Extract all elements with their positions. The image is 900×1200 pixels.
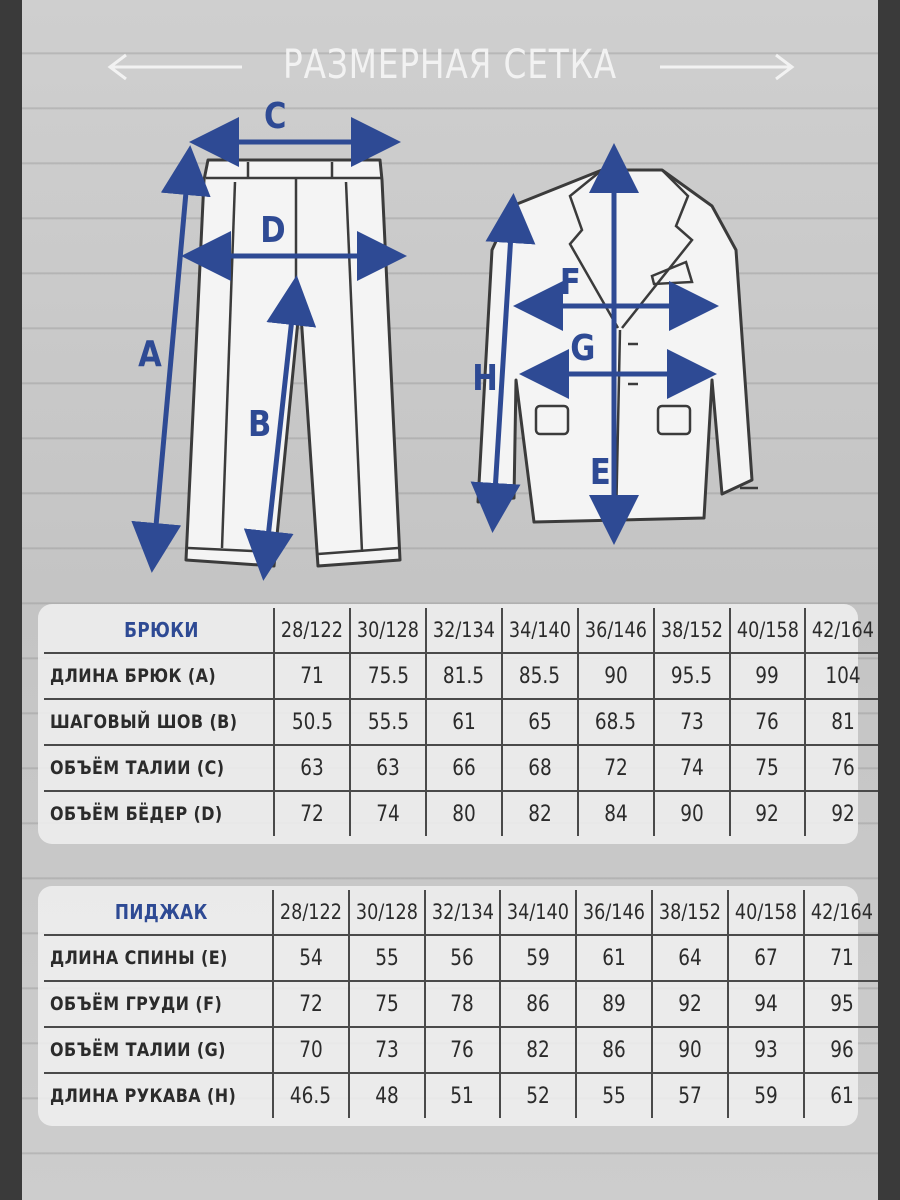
table-cell: 65 bbox=[502, 699, 578, 745]
table-cell: 63 bbox=[274, 745, 350, 791]
table-cell: 46.5 bbox=[273, 1073, 349, 1118]
table-cell: 70 bbox=[273, 1027, 349, 1073]
table-cell: 86 bbox=[500, 981, 576, 1027]
row-label: ОБЪЁМ ТАЛИИ (C) bbox=[44, 745, 274, 791]
table-cell: 73 bbox=[654, 699, 730, 745]
size-header: 30/128 bbox=[349, 890, 425, 935]
table-cell: 59 bbox=[500, 935, 576, 981]
label-b: B bbox=[248, 404, 272, 445]
table-cell: 48 bbox=[349, 1073, 425, 1118]
table-cell: 93 bbox=[728, 1027, 804, 1073]
size-header: 40/158 bbox=[728, 890, 804, 935]
label-a: A bbox=[138, 334, 162, 375]
table-cell: 92 bbox=[730, 791, 806, 836]
table-cell: 81 bbox=[805, 699, 878, 745]
table-row bbox=[44, 745, 878, 791]
table-cell: 76 bbox=[805, 745, 878, 791]
table-cell: 90 bbox=[652, 1027, 728, 1073]
table-cell: 95.5 bbox=[654, 653, 730, 699]
row-label: ОБЪЁМ БЁДЕР (D) bbox=[44, 791, 274, 836]
table-cell: 95 bbox=[804, 981, 878, 1027]
table-cell: 55 bbox=[349, 935, 425, 981]
table-cell: 82 bbox=[500, 1027, 576, 1073]
table-cell: 72 bbox=[273, 981, 349, 1027]
size-header: 36/146 bbox=[576, 890, 652, 935]
pants-diagram bbox=[22, 0, 878, 600]
table-cell: 66 bbox=[426, 745, 502, 791]
table-cell: 71 bbox=[804, 935, 878, 981]
table-cell: 96 bbox=[804, 1027, 878, 1073]
table-cell: 90 bbox=[578, 653, 654, 699]
table-cell: 94 bbox=[728, 981, 804, 1027]
table-cell: 52 bbox=[500, 1073, 576, 1118]
table-cell: 59 bbox=[728, 1073, 804, 1118]
table-cell: 72 bbox=[578, 745, 654, 791]
jacket-size-table bbox=[38, 886, 873, 1126]
table-cell: 104 bbox=[805, 653, 878, 699]
size-header: 42/164 bbox=[804, 890, 878, 935]
pants-size-table bbox=[38, 604, 875, 844]
row-label: ДЛИНА СПИНЫ (E) bbox=[44, 935, 273, 981]
table-cell: 61 bbox=[804, 1073, 878, 1118]
table-cell: 90 bbox=[654, 791, 730, 836]
size-header: 28/122 bbox=[274, 608, 350, 653]
page-title: РАЗМЕРНАЯ СЕТКА bbox=[282, 42, 618, 88]
table-cell: 75.5 bbox=[350, 653, 426, 699]
label-e: E bbox=[589, 452, 611, 493]
pants-table-title: БРЮКИ bbox=[44, 608, 274, 653]
size-header: 34/140 bbox=[502, 608, 578, 653]
table-cell: 55 bbox=[576, 1073, 652, 1118]
size-chart-page bbox=[22, 0, 878, 1200]
table-cell: 75 bbox=[349, 981, 425, 1027]
label-c: C bbox=[263, 96, 287, 137]
label-h: H bbox=[472, 358, 498, 399]
jacket-table-title: ПИДЖАК bbox=[44, 890, 273, 935]
table-cell: 80 bbox=[426, 791, 502, 836]
table-cell: 72 bbox=[274, 791, 350, 836]
row-label: ШАГОВЫЙ ШОВ (B) bbox=[44, 699, 274, 745]
table-cell: 61 bbox=[576, 935, 652, 981]
table-row bbox=[44, 1027, 878, 1073]
table-cell: 73 bbox=[349, 1027, 425, 1073]
size-header: 38/152 bbox=[654, 608, 730, 653]
size-header: 32/134 bbox=[425, 890, 501, 935]
table-cell: 68.5 bbox=[578, 699, 654, 745]
table-cell: 92 bbox=[652, 981, 728, 1027]
table-cell: 74 bbox=[350, 791, 426, 836]
label-d: D bbox=[260, 210, 286, 251]
table-row bbox=[44, 981, 878, 1027]
table-cell: 57 bbox=[652, 1073, 728, 1118]
table-cell: 84 bbox=[578, 791, 654, 836]
table-cell: 82 bbox=[502, 791, 578, 836]
size-header: 30/128 bbox=[350, 608, 426, 653]
row-label: ДЛИНА РУКАВА (H) bbox=[44, 1073, 273, 1118]
size-header: 38/152 bbox=[652, 890, 728, 935]
table-row bbox=[44, 699, 878, 745]
table-cell: 51 bbox=[425, 1073, 501, 1118]
table-cell: 56 bbox=[425, 935, 501, 981]
table-cell: 75 bbox=[730, 745, 806, 791]
table-cell: 99 bbox=[730, 653, 806, 699]
size-header: 34/140 bbox=[500, 890, 576, 935]
row-label: ДЛИНА БРЮК (A) bbox=[44, 653, 274, 699]
table-cell: 89 bbox=[576, 981, 652, 1027]
table-cell: 81.5 bbox=[426, 653, 502, 699]
row-label: ОБЪЁМ ГРУДИ (F) bbox=[44, 981, 273, 1027]
table-cell: 76 bbox=[425, 1027, 501, 1073]
row-label: ОБЪЁМ ТАЛИИ (G) bbox=[44, 1027, 273, 1073]
size-header: 42/164 bbox=[805, 608, 878, 653]
table-cell: 50.5 bbox=[274, 699, 350, 745]
size-header: 40/158 bbox=[730, 608, 806, 653]
table-cell: 78 bbox=[425, 981, 501, 1027]
table-row bbox=[44, 1073, 878, 1118]
table-cell: 67 bbox=[728, 935, 804, 981]
table-cell: 61 bbox=[426, 699, 502, 745]
table-row bbox=[44, 935, 878, 981]
label-g: G bbox=[570, 328, 596, 369]
table-row bbox=[44, 791, 878, 836]
table-cell: 63 bbox=[350, 745, 426, 791]
table-cell: 76 bbox=[730, 699, 806, 745]
table-cell: 74 bbox=[654, 745, 730, 791]
table-cell: 55.5 bbox=[350, 699, 426, 745]
table-header-row bbox=[44, 608, 878, 653]
table-row bbox=[44, 653, 878, 699]
table-cell: 54 bbox=[273, 935, 349, 981]
table-cell: 85.5 bbox=[502, 653, 578, 699]
table-header-row bbox=[44, 890, 878, 935]
table-cell: 68 bbox=[502, 745, 578, 791]
table-cell: 92 bbox=[805, 791, 878, 836]
size-header: 36/146 bbox=[578, 608, 654, 653]
size-header: 28/122 bbox=[273, 890, 349, 935]
table-cell: 71 bbox=[274, 653, 350, 699]
table-cell: 86 bbox=[576, 1027, 652, 1073]
size-header: 32/134 bbox=[426, 608, 502, 653]
table-cell: 64 bbox=[652, 935, 728, 981]
label-f: F bbox=[559, 262, 581, 303]
